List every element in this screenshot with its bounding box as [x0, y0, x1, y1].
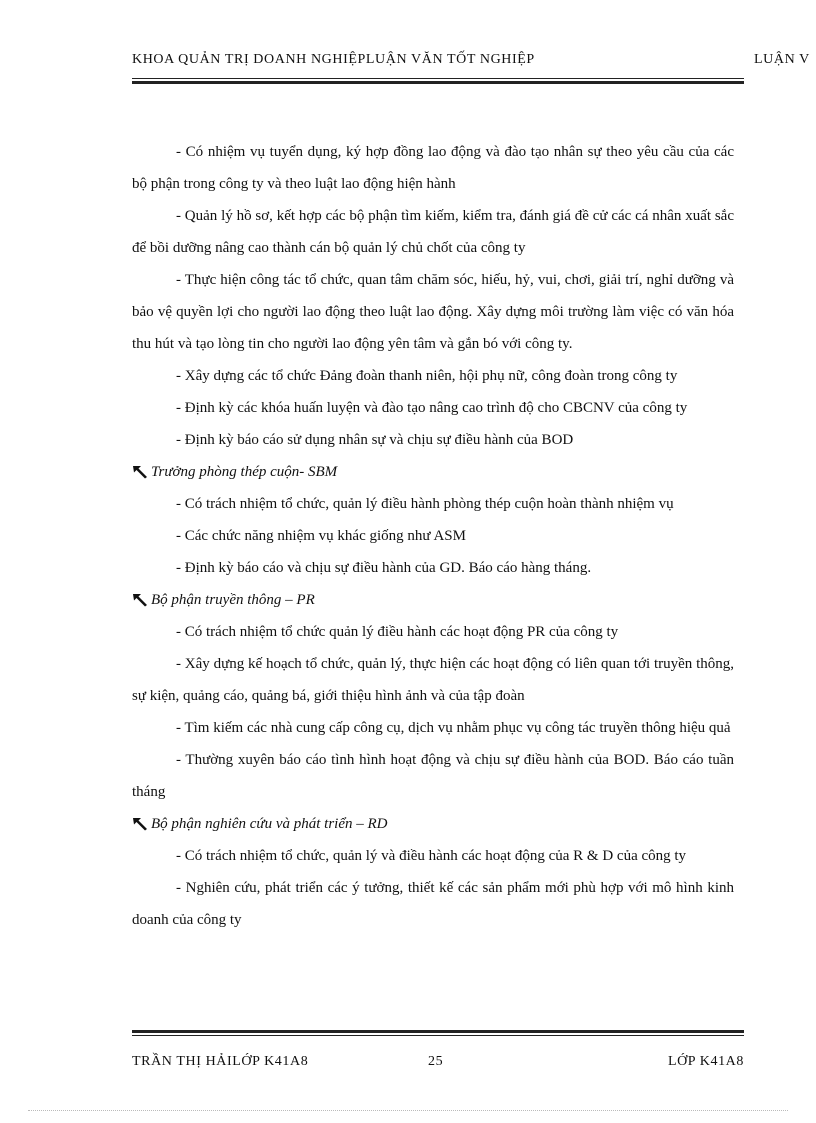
page-header — [132, 52, 816, 74]
paragraph: - Xây dựng kế hoạch tổ chức, quản lý, thực hiện các hoạt động có liên quan tới truyền thông, sự kiện, quảng cáo, quảng bá, giới thiệu hình ảnh và của tập đoàn — [132, 656, 734, 704]
footer-rule-thick — [132, 1030, 744, 1033]
section-heading-text: Bộ phận nghiên cứu và phát triển – RD — [151, 816, 388, 832]
page-number: 25 — [428, 1054, 444, 1069]
paragraph: - Định kỳ báo cáo và chịu sự điều hành của GD. Báo cáo hàng tháng. — [176, 560, 592, 576]
paragraph: - Các chức năng nhiệm vụ khác giống như ASM — [176, 528, 466, 544]
arrow-bullet-icon — [132, 465, 148, 479]
page-footer — [132, 1054, 744, 1076]
arrow-bullet-icon — [132, 817, 148, 831]
paragraph: - Định kỳ các khóa huấn luyện và đào tạo nâng cao trình độ cho CBCNV của công ty — [176, 400, 688, 416]
header-rule-thick — [132, 81, 744, 84]
paragraph: - Có trách nhiệm tổ chức, quản lý và điều hành các hoạt động của R & D của công ty — [176, 848, 687, 864]
footer-left-text: TRẦN THỊ HẢILỚP K41A8 — [132, 1054, 309, 1069]
paragraph: - Có trách nhiệm tổ chức quản lý điều hành các hoạt động PR của công ty — [176, 624, 619, 640]
paragraph: - Thường xuyên báo cáo tình hình hoạt động và chịu sự điều hành của BOD. Báo cáo tuần tháng — [132, 752, 734, 800]
section-heading — [132, 808, 734, 840]
document-body — [132, 136, 734, 936]
paragraph: - Định kỳ báo cáo sử dụng nhân sự và chịu sự điều hành của BOD — [176, 432, 574, 448]
section-heading-text: Trưởng phòng thép cuộn- SBM — [151, 464, 338, 480]
section-heading-text: Bộ phận truyền thông – PR — [151, 592, 315, 608]
paragraph: - Thực hiện công tác tổ chức, quan tâm chăm sóc, hiếu, hỷ, vui, chơi, giải trí, nghỉ dưỡng và bảo vệ quyền lợi cho người lao động theo luật lao động. Xây dựng môi trường làm việc có văn hóa thu hút và tạo lòng tin cho người lao động yên tâm và gắn bó với công ty. — [132, 272, 734, 352]
arrow-bullet-icon — [132, 593, 148, 607]
header-rule-thin — [132, 78, 744, 79]
footer-rule-thin — [132, 1035, 744, 1036]
paragraph: - Có trách nhiệm tổ chức, quản lý điều hành phòng thép cuộn hoàn thành nhiệm vụ — [176, 496, 674, 512]
header-left-text: KHOA QUẢN TRỊ DOANH NGHIỆPLUẬN VĂN TỐT NGHIỆP — [132, 52, 535, 67]
page-bottom-dotted-line — [28, 1110, 788, 1111]
section-heading — [132, 456, 734, 488]
footer-right-text: LỚP K41A8 — [667, 1054, 744, 1069]
paragraph: - Tìm kiếm các nhà cung cấp công cụ, dịch vụ nhằm phục vụ công tác truyền thông hiệu quả — [176, 720, 731, 736]
paragraph: - Xây dựng các tổ chức Đảng đoàn thanh niên, hội phụ nữ, công đoàn trong công ty — [176, 368, 678, 384]
section-heading — [132, 584, 734, 616]
paragraph: - Nghiên cứu, phát triển các ý tưởng, thiết kế các sản phẩm mới phù hợp với mô hình kinh doanh của công ty — [132, 880, 734, 928]
header-right-text: LUẬN V — [754, 52, 810, 67]
paragraph: - Quản lý hồ sơ, kết hợp các bộ phận tìm kiếm, kiểm tra, đánh giá đề cử các cá nhân xuất sắc để bồi dưỡng nâng cao thành cán bộ quản lý chủ chốt của công ty — [132, 208, 734, 256]
paragraph: - Có nhiệm vụ tuyển dụng, ký hợp đồng lao động và đào tạo nhân sự theo yêu cầu của các bộ phận trong công ty và theo luật lao động hiện hành — [132, 144, 734, 192]
